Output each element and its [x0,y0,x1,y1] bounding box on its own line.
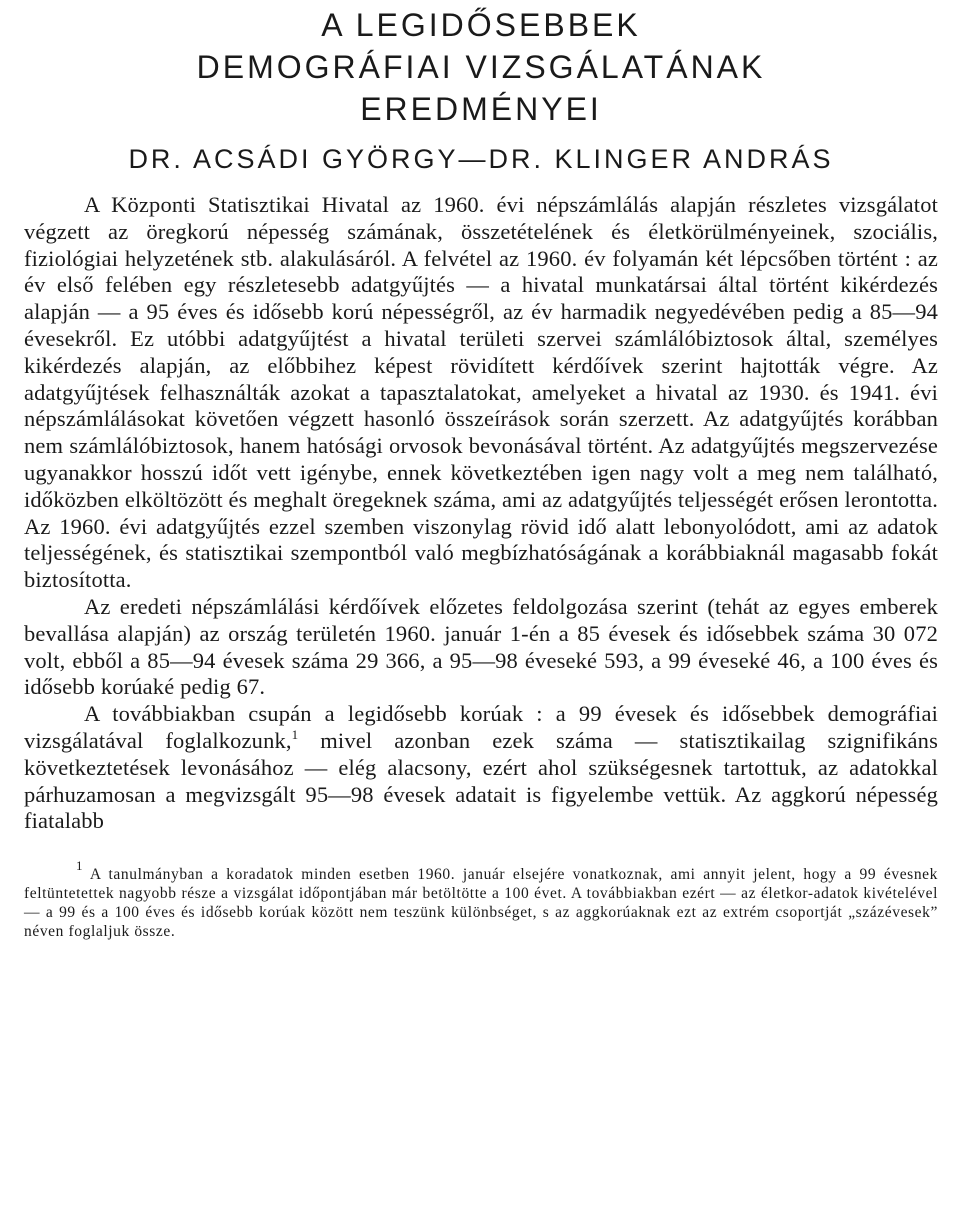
title-line-2: DEMOGRÁFIAI VIZSGÁLATÁNAK [196,49,766,85]
footnote-text: A tanulmányban a koradatok minden esetben 1960. január elsejére vonatkoznak, ami annyit jelent, hogy a 99 évesnek feltüntetettek nagyobb része a vizsgálat időpontjában már betöltötte a 100 évet. A továbbiakban ezért — az életkor-adatok kivételével — a 99 és a 100 éves és idősebb korúak között nem teszünk különbséget, s az aggkorúaknak ezt az extrém csoportját „százévesek” néven foglaljuk össze. [24,866,938,941]
title-line-3: EREDMÉNYEI [360,91,602,127]
footnote-mark: 1 [76,858,84,874]
paragraph-3 [24,701,938,835]
footnote [24,858,938,941]
article-body [24,192,938,835]
footnote-reference[interactable]: 1 [291,726,299,742]
paragraph-2: Az eredeti népszámlálási kérdőívek előzetes feldolgozása szerint (tehát az egyes emberek bevallása alapján) az ország területén 1960. január 1-én a 85 évesek és idősebbek száma 30 072 volt, ebből a 85—94 évesek száma 29 366, a 95—98 éveseké 593, a 99 éveseké 46, a 100 éves és idősebb korúaké pedig 67. [24,593,938,700]
title-line-1: A LEGIDŐSEBBEK [321,7,641,43]
paragraph-1: A Központi Statisztikai Hivatal az 1960. évi népszámlálás alapján részletes vizsgálatot végzett az öregkorú népesség számának, összetételének és életkörülményeinek, szociális, fiziológiai helyzetének stb. alakulásáról. A felvétel az 1960. év folyamán két lépcsőben történt : az év első felében egy részletesebb adatgyűjtés — a hivatal munkatársai által történt kikérdezés alapján — a 95 éves és idősebb korú népességről, az év harmadik negyedévében pedig a 85—94 évesekről. Ez utóbbi adatgyűjtést a hivatal területi szervei számlálóbiztosok által, személyes kikérdezés alapján, az előbbihez képest rövidített kérdőívek szerint hajtották végre. Az adatgyűjtések felhasználták azokat a tapasztalatokat, amelyeket a hivatal az 1930. és 1941. évi népszámlálásokat követően végzett hasonló összeírások során szerzett. Az adatgyűjtés korábban nem számlálóbiztosok, hanem hatósági orvosok bevonásával történt. Az adatgyűjtés megszervezése ugyanakkor hosszú időt vett igénybe, ennek következtében igen nagy volt a meg nem található, időközben elköltözött és meghalt öregeknek száma, ami az adatgyűjtés teljességét erősen lerontotta. Az 1960. évi adatgyűjtés ezzel szemben viszonylag rövid idő alatt lebonyolódott, ami az adatok teljességének, és statisztikai szempontból való megbízhatóságának a korábbiaknál magasabb fokát biztosította. [24,192,938,593]
footnote-1 [24,858,938,941]
authors: DR. ACSÁDI GYÖRGY—DR. KLINGER ANDRÁS [128,144,834,174]
paragraph-3-text-b: mivel azonban ezek száma — statisztikailag szignifikáns következtetések levonásához — elég alacsony, ezért ahol szükségesnek tartottuk, az adatokkal párhuzamosan a megvizsgált 95—98 évesek adatait is figyelembe vettük. Az aggkorú népesség fiatalabb [24,727,938,834]
article-header [24,4,938,176]
paragraph-3-text-a: A továbbiakban csupán a legidősebb korúak : a 99 évesek és idősebbek demográfiai vizsgálatával foglalkozunk, [24,701,938,753]
